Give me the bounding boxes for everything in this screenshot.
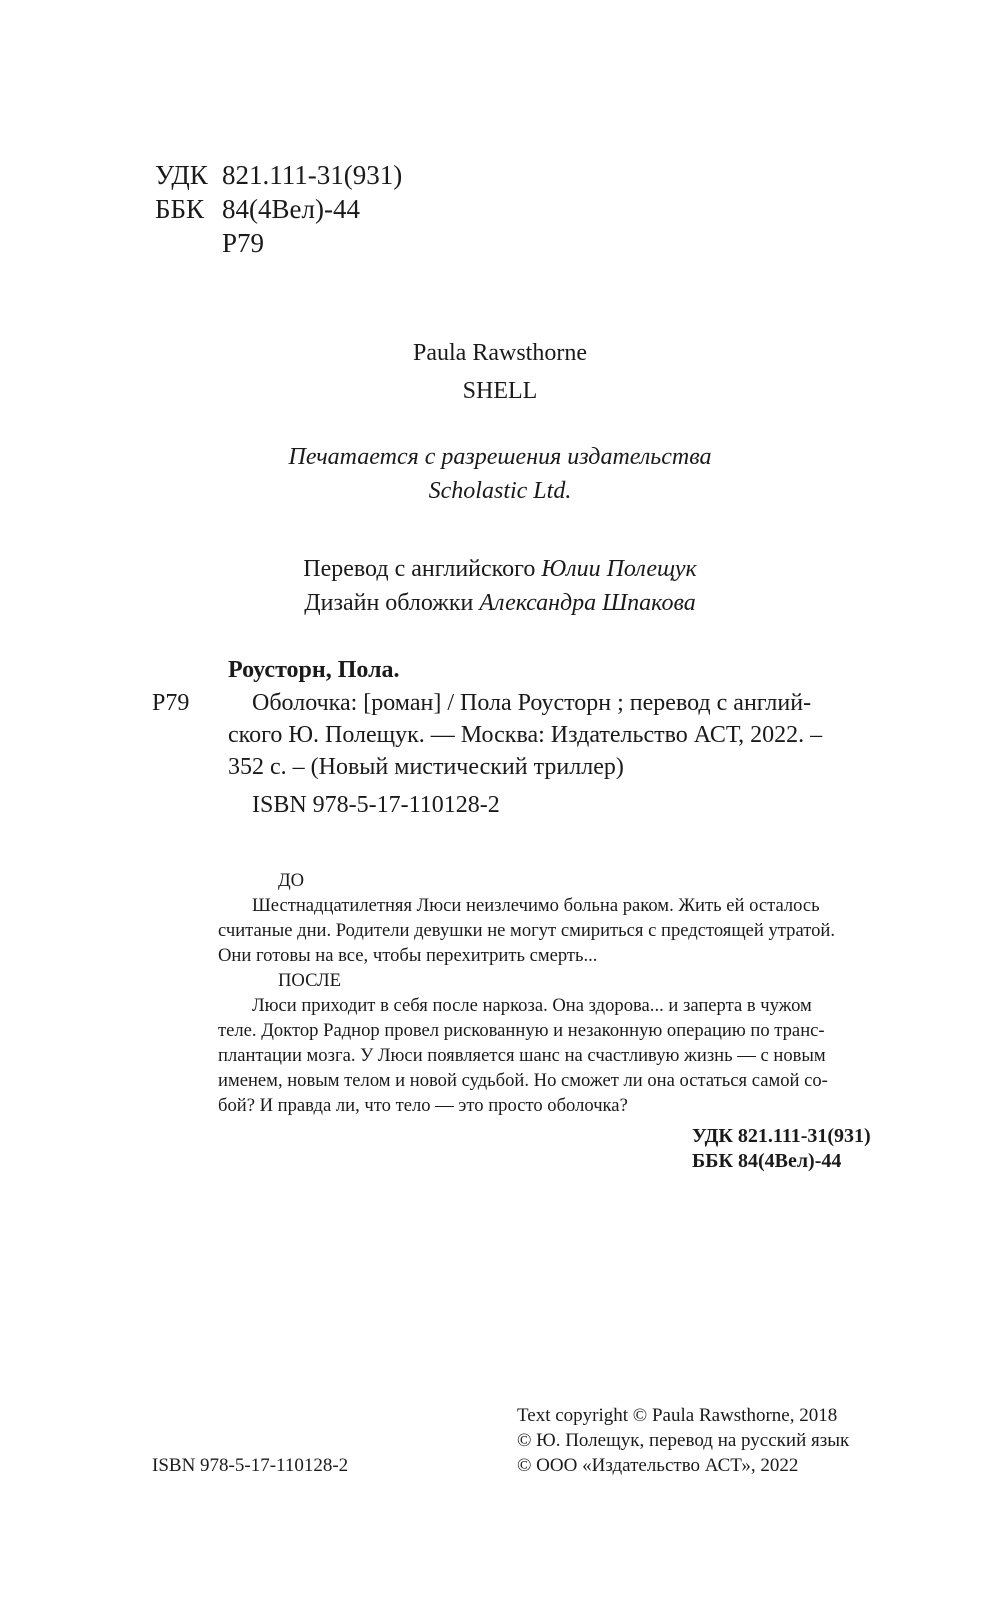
annotation-after-line: теле. Доктор Раднор провел рискованную и незаконную операцию по транс- [218,1020,825,1041]
designer-name: Александра Шпакова [479,590,696,616]
bib-code: Р79 [152,690,190,716]
translation-prefix: Перевод с английского [303,556,536,582]
annotation-bbk: ББК 84(4Вел)-44 [692,1150,842,1172]
annotation-before-line: Шестнадцатилетняя Люси неизлечимо больна раком. Жить ей осталось [252,895,820,916]
original-author: Paula Rawsthorne [413,340,587,366]
annotation-after-line: Люси приходит в себя после наркоза. Она здорова... и заперта в чужом [252,995,812,1016]
udk-key: УДК [155,160,208,190]
annotation-udk: УДК 821.111-31(931) [692,1125,871,1147]
author-mark-row [0,226,1000,260]
bib-line2: ского Ю. Полещук. — Москва: Издательство АСТ, 2022. – [228,722,823,748]
bbk-value: 84(4Вел)-44 [222,194,360,224]
annotation-after-line: бой? И правда ли, что тело — это просто оболочка? [218,1095,628,1116]
translator-name: Юлии Полещук [541,556,697,582]
annotation-heading-before: ДО [278,870,305,891]
permission-line1: Печатается с разрешения издательства [288,444,712,470]
original-title: SHELL [462,378,538,404]
footer-copyright1: Text copyright © Paula Rawsthorne, 2018 [517,1405,838,1426]
bib-isbn: ISBN 978-5-17-110128-2 [252,792,500,818]
permission-line2: Scholastic Ltd. [428,478,572,504]
udk-row [0,158,1000,192]
annotation [218,868,894,1118]
udk-value: 821.111-31(931) [222,160,403,190]
author-mark-value: Р79 [222,228,265,258]
bib-line1: Оболочка: [роман] / Пола Роусторн ; перевод с англий- [252,690,812,716]
annotation-heading-after: ПОСЛЕ [278,970,341,991]
bbk-key: ББК [155,194,205,224]
design-prefix: Дизайн обложки [304,590,474,616]
annotation-before-line: Они готовы на все, чтобы перехитрить смерть... [218,945,598,966]
translation-credit [0,556,1000,583]
footer-copyright2: © Ю. Полещук, перевод на русский язык [517,1430,850,1451]
design-credit [0,590,1000,617]
footer-copyright3: © ООО «Издательство АСТ», 2022 [517,1455,799,1476]
bib-author-heading: Роусторн, Пола. [228,657,400,683]
annotation-before-line: считаные дни. Родители девушки не могут смириться с предстоящей утратой. [218,920,835,941]
footer-isbn: ISBN 978-5-17-110128-2 [152,1455,349,1476]
bib-line3: 352 с. – (Новый мистический триллер) [228,754,624,780]
annotation-after-line: плантации мозга. У Люси появляется шанс на счастливую жизнь — с новым [218,1045,826,1066]
annotation-after-line: именем, новым телом и новой судьбой. Но сможет ли она остаться самой со- [218,1070,828,1091]
bbk-row [0,192,1000,226]
